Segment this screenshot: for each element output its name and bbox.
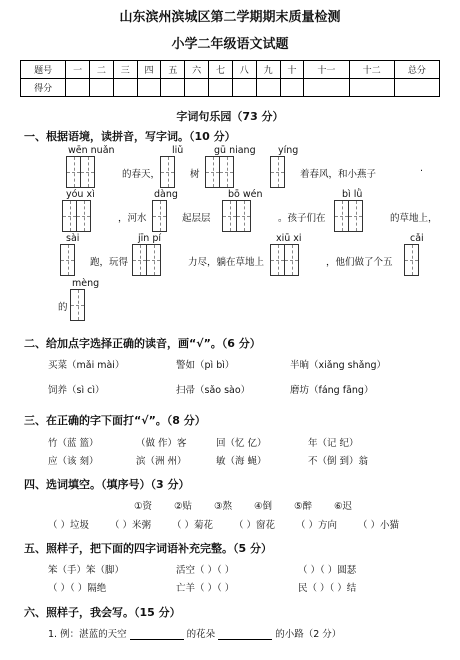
score-input-cell[interactable] — [113, 79, 137, 97]
q3-item: 回（忆 亿） — [216, 438, 267, 449]
pinyin: cǎi — [410, 233, 424, 244]
q5-title: 五、照样子，把下面的四字词语补充完整。（5 分） — [24, 542, 272, 555]
q4-blank[interactable]: （ ）小猫 — [358, 520, 400, 531]
q6-item-1-suffix: 的小路（2 分） — [275, 629, 342, 640]
q1-text: 着春风，和小燕子 — [300, 169, 377, 180]
q2-item: 半晌（xiǎng shǎng） — [290, 360, 386, 371]
score-input-cell[interactable] — [280, 79, 304, 97]
tianzige-2[interactable] — [270, 244, 299, 276]
pinyin: yóu xì — [66, 189, 95, 200]
q6-item-1 — [48, 626, 341, 640]
score-cell: 十二 — [349, 61, 394, 79]
pinyin: mèng — [72, 278, 100, 289]
q4-blank[interactable]: （ ）窗花 — [234, 520, 276, 531]
score-table-header-row — [21, 61, 440, 79]
score-cell: 二 — [90, 61, 114, 79]
q4-option: ②贴 — [174, 501, 193, 512]
score-table — [20, 60, 440, 97]
score-cell: 三 — [113, 61, 137, 79]
score-cell: 五 — [161, 61, 185, 79]
score-cell: 七 — [209, 61, 233, 79]
pinyin: wēn nuǎn — [68, 145, 115, 156]
tianzige-2[interactable] — [62, 200, 91, 232]
tianzige-1[interactable] — [70, 289, 85, 321]
q2-item: 警如（pì bì） — [176, 360, 235, 371]
q2-item: 买菜（mǎi mài） — [48, 360, 125, 371]
q5-item[interactable]: 笨（手）笨（脚） — [48, 565, 125, 576]
q4-option: ⑤醉 — [294, 501, 313, 512]
pinyin: gū niang — [214, 145, 256, 156]
score-input-cell[interactable] — [209, 79, 233, 97]
q6-title: 六、照样子，我会写。（15 分） — [24, 606, 181, 619]
q5-item[interactable]: 亡羊（ ）（ ） — [176, 583, 235, 594]
tianzige-1[interactable] — [152, 200, 167, 232]
score-cell: 总分 — [394, 61, 439, 79]
tianzige-2[interactable] — [334, 200, 363, 232]
pinyin: yíng — [278, 145, 299, 156]
score-cell: 一 — [66, 61, 90, 79]
q2-item: 饲养（sì cì） — [48, 385, 105, 396]
q1-text: 的草地上， — [390, 213, 438, 224]
tianzige-1[interactable] — [160, 156, 175, 188]
q3-item: 年（记 纪） — [308, 438, 359, 449]
score-cell: 十一 — [304, 61, 349, 79]
q4-option: ①资 — [134, 501, 153, 512]
q2-item: 扫帚（sǎo sào） — [176, 385, 251, 396]
exam-subtitle: 小学二年级语文试题 — [171, 37, 289, 52]
q1-text: ，河水 — [118, 213, 147, 224]
q1-text: 起层层 — [182, 213, 211, 224]
score-cell: 十 — [280, 61, 304, 79]
q1-title: 一、根据语境，读拼音，写字词。（10 分） — [24, 130, 236, 143]
pinyin: liǔ — [172, 145, 184, 156]
q4-blank[interactable]: （ ）垃圾 — [48, 520, 90, 531]
answer-blank[interactable] — [130, 630, 184, 640]
tianzige-1[interactable] — [60, 244, 75, 276]
q5-item[interactable]: 民（ ）（ ）结 — [298, 583, 357, 594]
score-input-cell[interactable] — [185, 79, 209, 97]
tianzige-2[interactable] — [205, 156, 234, 188]
q4-blank[interactable]: （ ）方向 — [296, 520, 338, 531]
tianzige-1[interactable] — [404, 244, 419, 276]
q1-text: 跑，玩得 — [90, 257, 129, 268]
score-input-cell[interactable] — [137, 79, 161, 97]
score-input-cell[interactable] — [90, 79, 114, 97]
pinyin: xiū xi — [276, 233, 302, 244]
pinyin: dàng — [154, 189, 178, 200]
q1-text: 树 — [190, 169, 200, 180]
q5-item[interactable]: （ ）（ ）圆瑟 — [298, 565, 357, 576]
part-title: 字词句乐园（73 分） — [176, 110, 284, 123]
pinyin: sài — [66, 233, 80, 244]
pinyin: jīn pí — [138, 233, 161, 244]
q1-text: 。孩子们在 — [278, 213, 326, 224]
q4-title: 四、选词填空。（填序号）（3 分） — [24, 478, 190, 491]
q2-item: 磨坊（fáng fāng） — [290, 385, 374, 396]
q4-blank[interactable]: （ ）米粥 — [110, 520, 152, 531]
score-cell: 六 — [185, 61, 209, 79]
exam-title: 山东滨州滨城区第二学期期末质量检测 — [119, 10, 341, 25]
score-row-label: 得分 — [21, 79, 66, 97]
pinyin: bì lǜ — [342, 189, 363, 200]
q1-text: 力尽，躺在草地上 — [188, 257, 265, 268]
score-cell: 九 — [256, 61, 280, 79]
score-cell: 四 — [137, 61, 161, 79]
q6-item-1-mid: 的花朵 — [186, 629, 216, 640]
pinyin: bō wén — [228, 189, 263, 200]
q5-item[interactable]: 活空（ ）（ ） — [176, 565, 235, 576]
q4-blank[interactable]: （ ）菊花 — [172, 520, 214, 531]
score-table-score-row — [21, 79, 440, 97]
q3-item: 应（该 刻） — [48, 456, 99, 467]
q4-option: ④倒 — [254, 501, 273, 512]
score-input-cell[interactable] — [161, 79, 185, 97]
score-cell: 八 — [232, 61, 256, 79]
q3-item: 竹（蓝 篮） — [48, 438, 99, 449]
tianzige-2[interactable] — [222, 200, 251, 232]
q4-option: ⑥迟 — [334, 501, 353, 512]
q3-item: （做 作）客 — [136, 438, 187, 449]
q1-text: 的春天， — [122, 169, 161, 180]
score-input-cell[interactable] — [304, 79, 349, 97]
q1-text: 的 — [58, 302, 68, 313]
q6-item-1-prefix: 1. 例：湛蓝的天空 — [48, 629, 127, 640]
q3-item: 不（倒 到）翁 — [308, 456, 369, 467]
tianzige-2[interactable] — [132, 244, 161, 276]
q4-option: ③熬 — [214, 501, 233, 512]
q2-title: 二、给加点字选择正确的读音，画“√”。（6 分） — [24, 337, 261, 350]
tianzige-1[interactable] — [270, 156, 285, 188]
q1-text: · — [420, 166, 424, 177]
score-cell: 题号 — [21, 61, 66, 79]
q1-text: ，他们做了个五 — [326, 257, 393, 268]
tianzige-2[interactable] — [66, 156, 95, 188]
q3-item: 敏（海 蝇） — [216, 456, 267, 467]
answer-blank[interactable] — [218, 630, 272, 640]
score-input-cell[interactable] — [349, 79, 394, 97]
q3-item: 滨（洲 州） — [136, 456, 187, 467]
score-input-cell[interactable] — [66, 79, 90, 97]
score-input-cell[interactable] — [394, 79, 439, 97]
score-input-cell[interactable] — [256, 79, 280, 97]
q3-title: 三、在正确的字下面打“√”。（8 分） — [24, 414, 206, 427]
q5-item[interactable]: （ ）（ ）隔绝 — [48, 583, 107, 594]
score-input-cell[interactable] — [232, 79, 256, 97]
